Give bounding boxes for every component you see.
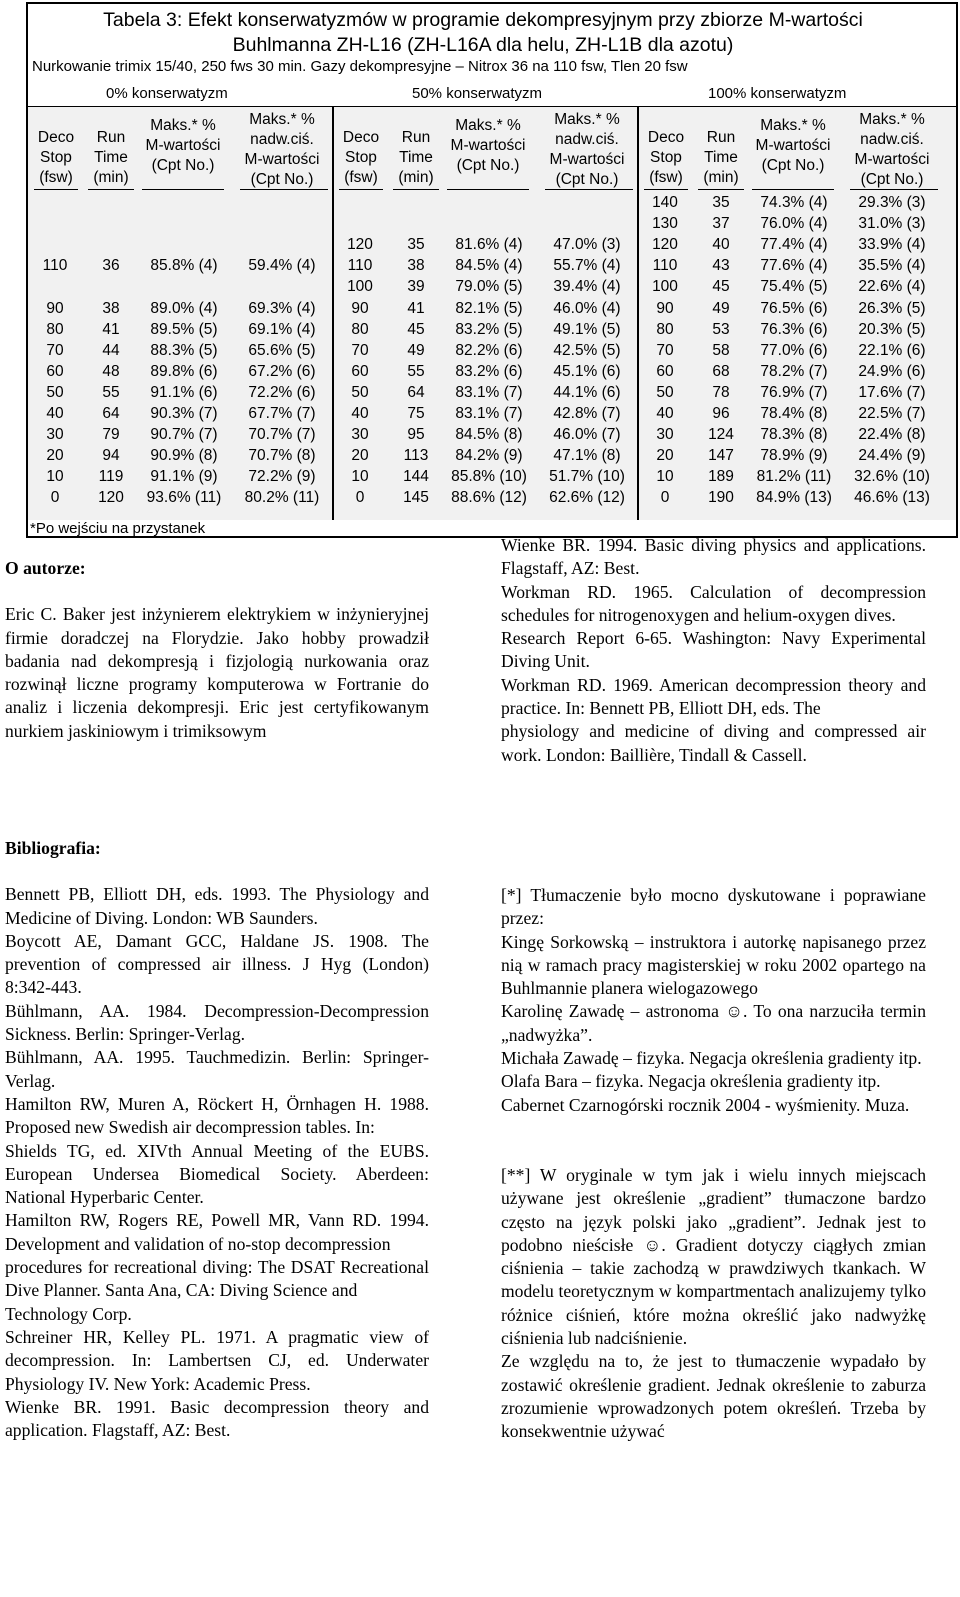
run-time-cell: 96 [712,405,730,422]
deco-stop-cell: 80 [46,320,64,338]
column-header-underline [339,189,383,190]
max-gradient-cell: 44.1% (6) [553,383,621,401]
column-header-line: (Cpt No.) [555,171,619,188]
deco-stop-cell: 20 [656,447,674,465]
table-title [28,8,938,58]
max-gradient-cell: 32.6% (10) [854,468,930,486]
max-gradient-cell: 20.3% (5) [858,320,926,338]
run-time-cell: 55 [102,383,120,401]
run-time-cell: 94 [102,447,120,465]
max-gradient-cell: 26.3% (5) [858,299,926,317]
max-gradient-cell: 47.1% (8) [553,447,621,465]
translator-note-line: Kingę Sorkowską – instruktora i autorkę napisanego przez nią w ramach pracy magisterskiej w roku 2002 opartego na Buhlmannie planera wielogazowego [501,931,926,999]
run-time-cell: 36 [102,257,120,275]
max-gradient-cell: 17.6% (7) [858,383,926,401]
run-time-cell: 44 [102,341,120,359]
max-gradient-cell: 46.6% (13) [854,489,930,507]
column-header-max-g1 [443,116,533,176]
max-m-value-cell: 83.2% (6) [455,362,523,380]
run-time-cell: 49 [407,341,425,359]
run-time-cell: 40 [712,236,730,254]
deco-stop-cell: 110 [652,257,678,275]
header-top-line [28,106,956,107]
run-time-cell: 48 [102,362,120,380]
run-time-cell: 38 [102,299,120,317]
max-m-value-cell: 88.6% (12) [451,489,527,507]
max-gradient-cell: 51.7% (10) [549,468,625,486]
deco-stop-cell: 20 [46,447,64,465]
run-time-cell: 78 [712,383,730,401]
bibliography-entry: Hamilton RW, Muren A, Röckert H, Örnhagen H. 1988. Proposed new Swedish air decompression tables. In: [5,1093,429,1138]
column-header-underline [698,189,744,190]
translator-note-paragraph: [**] W oryginale w tym jak i wielu innych miejscach używane jest określenie „gradient” tłumaczone bardzo często na język polski jako „gradient”. Jednak jest to podobno nieścisłe ☺. Gradient dotyczy ciągłych zmian ciśnienia – takie zachodzą w prawdziwych tkankach. W modelu teoretycznym w kompartmentach analizujemy tylko różnice ciśnień, które można określić jako nadwyżkę ciśnienia lub nadciśnienie. [501,1164,926,1349]
max-gradient-cell: 72.2% (6) [248,383,316,401]
max-gradient-cell: 46.0% (4) [553,299,621,317]
column-header-underline [752,189,834,190]
run-time-cell: 58 [712,341,730,359]
table-row [28,466,956,487]
max-m-value-cell: 83.1% (7) [455,405,523,422]
deco-stop-cell: 60 [656,362,674,380]
column-header-run-g2 [698,128,744,188]
run-time-cell: 64 [407,383,425,401]
max-m-value-cell: 76.0% (4) [760,215,828,233]
column-header-underline [545,189,633,190]
deco-stop-cell: 80 [656,320,674,338]
max-m-value-cell: 79.0% (5) [455,278,523,296]
deco-stop-cell: 30 [351,426,369,444]
table-row [28,213,956,234]
max-m-value-cell: 82.1% (5) [455,299,523,317]
max-gradient-cell: 59.4% (4) [248,257,316,275]
max-gradient-cell: 31.0% (3) [858,215,926,233]
max-gradient-cell: 22.5% (7) [858,405,926,422]
max-m-value-cell: 84.5% (4) [455,257,523,275]
column-header-line: (Cpt No.) [456,157,520,174]
column-header-line: Time [399,149,433,166]
column-header-underline [142,189,224,190]
max-m-value-cell: 75.4% (5) [760,278,828,296]
deco-stop-cell: 60 [46,362,64,380]
max-gradient-cell: 72.2% (9) [248,468,316,486]
column-header-line: M-wartości [244,151,320,168]
bibliography-entry: Shields TG, ed. XIVth Annual Meeting of the EUBS. European Undersea Biomedical Society. Aberdeen: National Hyperbaric Center. [5,1140,429,1208]
max-m-value-cell: 78.2% (7) [760,362,828,380]
table-row [28,445,956,466]
run-time-cell: 41 [407,299,425,317]
deco-stop-cell: 40 [656,405,674,422]
deco-stop-cell: 0 [50,489,60,507]
max-m-value-cell: 91.1% (9) [150,468,218,486]
max-m-value-cell: 81.2% (11) [756,468,832,486]
table-title-line-2: Buhlmanna ZH-L16 (ZH-L16A dla helu, ZH-L1B dla azotu) [232,34,734,56]
column-header-line: nadw.ciś. [860,131,924,148]
table-row [28,319,956,340]
deco-stop-cell: 0 [355,489,365,507]
max-m-value-cell: 84.2% (9) [455,447,523,465]
max-gradient-cell: 39.4% (4) [553,278,621,296]
deco-stop-cell: 40 [46,405,64,422]
column-header-line: Maks.* % [249,111,315,128]
deco-stop-cell: 110 [42,257,68,275]
run-time-cell: 144 [403,468,429,486]
reference-entry: Workman RD. 1969. American decompression theory and practice. In: Bennett PB, Elliott DH, eds. The [501,674,926,719]
run-time-cell: 75 [407,405,425,422]
bibliography-list [5,883,429,1442]
translator-note-line: Cabernet Czarnogórski rocznik 2004 - wyśmienity. Muza. [501,1094,910,1115]
group-header-50: 50% konserwatyzm [412,85,543,102]
max-m-value-cell: 77.0% (6) [760,341,828,359]
table-title-line-1: Tabela 3: Efekt konserwatyzmów w programie dekompresyjnym przy zbiorze M-wartości [103,9,863,31]
bibliography-entry: Bühlmann, AA. 1984. Decompression-Decompression Sickness. Berlin: Springer-Verlag. [5,1000,429,1045]
max-m-value-cell: 76.5% (6) [760,299,828,317]
run-time-cell: 35 [712,194,730,211]
table-row [28,361,956,382]
table-row [28,382,956,403]
run-time-cell: 43 [712,257,730,275]
max-m-value-cell: 89.5% (5) [150,320,218,338]
deco-stop-cell: 120 [652,236,678,254]
run-time-cell: 38 [407,257,425,275]
max-m-value-cell: 83.2% (5) [455,320,523,338]
deco-stop-cell: 10 [351,468,369,486]
column-header-line: (fsw) [649,169,683,186]
max-gradient-cell: 42.5% (5) [553,341,621,359]
max-gradient-cell: 80.2% (11) [244,489,320,507]
max-m-value-cell: 74.3% (4) [760,194,828,211]
bibliography-heading: Bibliografia: [5,838,101,858]
bibliography-entry: Boycott AE, Damant GCC, Haldane JS. 1908. The prevention of compressed air illness. J Hyg (London) 8:342-443. [5,930,429,998]
column-header-max-g2 [748,116,838,176]
table-row [28,298,956,319]
table-row [28,276,956,297]
run-time-cell: 189 [708,468,734,486]
column-header-deco-g2 [644,128,688,188]
deco-stop-cell: 60 [351,362,369,380]
column-header-line: M-wartości [854,151,930,168]
deco-stop-cell: 110 [347,257,373,275]
deco-stop-cell: 120 [347,236,373,254]
table-subtitle: Nurkowanie trimix 15/40, 250 fws 30 min. Gazy dekompresyjne – Nitrox 36 na 110 fsw, Tlen 20 fsw [32,58,688,75]
max-gradient-cell: 35.5% (4) [858,257,926,275]
run-time-cell: 49 [712,299,730,317]
run-time-cell: 145 [403,489,429,507]
decompression-table [26,2,958,538]
deco-stop-cell: 50 [46,383,64,401]
bibliography-entry: Technology Corp. [5,1303,132,1324]
column-header-underline [393,189,439,190]
max-m-value-cell: 91.1% (6) [150,383,218,401]
run-time-cell: 41 [102,320,120,338]
max-gradient-cell: 62.6% (12) [549,489,625,507]
deco-stop-cell: 70 [351,341,369,359]
max-gradient-cell: 55.7% (4) [553,257,621,275]
bibliography-entry: Wienke BR. 1991. Basic decompression theory and application. Flagstaff, AZ: Best. [5,1396,429,1441]
reference-entry: physiology and medicine of diving and compressed air work. London: Baillière, Tindall & Cassell. [501,721,926,765]
max-gradient-cell: 22.1% (6) [858,341,926,359]
column-header-line: Run [706,129,736,146]
max-m-value-cell: 90.9% (8) [150,447,218,465]
column-header-line: Maks.* % [760,117,826,134]
max-m-value-cell: 76.9% (7) [760,383,828,401]
column-header-line: (fsw) [39,169,73,186]
run-time-cell: 35 [407,236,425,254]
column-header-line: M-wartości [755,137,831,154]
column-header-deco-g0 [34,128,78,188]
deco-stop-cell: 100 [652,278,678,296]
author-heading: O autorze: [5,558,86,578]
max-gradient-cell: 45.1% (6) [553,362,621,380]
column-header-line: (Cpt No.) [860,171,924,188]
deco-stop-cell: 140 [652,194,678,211]
translator-note-1 [501,884,926,1117]
group-header-100: 100% konserwatyzm [708,85,847,102]
deco-stop-cell: 80 [351,320,369,338]
max-m-value-cell: 81.6% (4) [455,236,523,254]
translator-notes [501,884,926,1444]
column-header-line: M-wartości [450,137,526,154]
table-row [28,234,956,255]
reference-entry: Wienke BR. 1994. Basic diving physics and applications. Flagstaff, AZ: Best. [501,535,926,579]
deco-stop-cell: 40 [351,405,369,422]
deco-stop-cell: 10 [656,468,674,486]
run-time-cell: 79 [102,426,120,444]
deco-stop-cell: 30 [46,426,64,444]
run-time-cell: 45 [712,278,730,296]
run-time-cell: 64 [102,405,120,422]
run-time-cell: 147 [708,447,734,465]
max-m-value-cell: 76.3% (6) [760,320,828,338]
bibliography-entry: Bühlmann, AA. 1995. Tauchmedizin. Berlin: Springer-Verlag. [5,1047,429,1091]
translator-note-2 [501,1164,926,1444]
max-gradient-cell: 70.7% (7) [248,426,316,444]
reference-entry: Research Report 6-65. Washington: Navy Experimental Diving Unit. [501,628,926,672]
deco-stop-cell: 30 [656,426,674,444]
run-time-cell: 37 [712,215,730,233]
max-m-value-cell: 90.3% (7) [150,405,218,422]
max-m-value-cell: 89.0% (4) [150,299,218,317]
column-header-line: Maks.* % [554,111,620,128]
max-m-value-cell: 77.6% (4) [760,257,828,275]
group-header-row [28,84,956,106]
deco-stop-cell: 90 [351,299,369,317]
column-header-underline [34,189,78,190]
translator-note-line: Karolinę Zawadę – astronoma ☺. To ona narzuciła termin „nadwyżka”. [501,1001,926,1045]
column-header-line: (Cpt No.) [151,157,215,174]
column-header-line: Run [401,129,431,146]
column-header-line: (min) [398,169,434,186]
author-section [5,557,429,743]
column-header-line: M-wartości [145,137,221,154]
run-time-cell: 124 [708,426,734,444]
max-m-value-cell: 88.3% (5) [150,341,218,359]
translator-note-line: Michała Zawadę – fizyka. Negacja określenia gradienty itp. [501,1048,922,1069]
column-header-line: Maks.* % [859,111,925,128]
max-gradient-cell: 47.0% (3) [553,236,621,254]
max-gradient-cell: 69.1% (4) [248,320,316,338]
column-header-line: Stop [345,149,377,166]
run-time-cell: 113 [403,447,429,465]
deco-stop-cell: 10 [46,468,64,486]
column-header-line: (fsw) [344,169,378,186]
max-m-value-cell: 78.4% (8) [760,405,828,422]
references-list [501,534,926,767]
run-time-cell: 53 [712,320,730,338]
column-header-deco-g1 [339,128,383,188]
max-m-value-cell: 78.9% (9) [760,447,828,465]
column-header-underline [850,189,938,190]
table-row [28,487,956,508]
bibliography-entry: procedures for recreational diving: The DSAT Recreational Dive Planner. Santa Ana, CA: Diving Science and [5,1257,429,1301]
deco-stop-cell: 90 [656,299,674,317]
max-m-value-cell: 93.6% (11) [146,489,222,507]
run-time-cell: 68 [712,362,730,380]
max-gradient-cell: 46.0% (7) [553,426,621,444]
column-header-line: (min) [703,169,739,186]
max-gradient-cell: 33.9% (4) [858,236,926,254]
column-header-grad-g2 [844,110,940,190]
max-m-value-cell: 82.2% (6) [455,341,523,359]
column-header-line: Time [94,149,128,166]
column-header-line: nadw.ciś. [250,131,314,148]
deco-stop-cell: 50 [656,383,674,401]
run-time-cell: 45 [407,320,425,338]
max-gradient-cell: 49.1% (5) [553,320,621,338]
max-m-value-cell: 85.8% (4) [150,257,218,275]
bibliography-entry: Bennett PB, Elliott DH, eds. 1993. The Physiology and Medicine of Diving. London: WB Saunders. [5,884,429,928]
max-m-value-cell: 90.7% (7) [150,426,218,444]
deco-stop-cell: 90 [46,299,64,317]
column-header-grad-g0 [234,110,330,190]
deco-stop-cell: 70 [46,341,64,359]
column-header-underline [644,189,688,190]
bibliography-section [5,837,429,1442]
max-m-value-cell: 84.9% (13) [756,489,832,507]
max-gradient-cell: 29.3% (3) [858,194,926,211]
column-header-line: Time [704,149,738,166]
column-header-line: Deco [37,129,75,146]
deco-stop-cell: 50 [351,383,369,401]
column-header-line: nadw.ciś. [555,131,619,148]
run-time-cell: 120 [98,489,124,507]
deco-stop-cell: 0 [660,489,670,507]
deco-stop-cell: 130 [652,215,678,233]
column-header-line: (Cpt No.) [761,157,825,174]
max-gradient-cell: 69.3% (4) [248,299,316,317]
group-header-0: 0% konserwatyzm [106,85,228,102]
column-header-line: (Cpt No.) [250,171,314,188]
author-bio: Eric C. Baker jest inżynierem elektrykiem w inżynieryjnej firmie doradczej na Florydzie. Jako hobby prowadził badania nad dekompresją i fizjologią nurkowania oraz rozwinął liczne programy komputerowa w Fortranie do analiz i liczenia dekompresji. Eric jest certyfikowanym nurkiem jaskiniowym i trimiksowym [5,604,429,741]
translator-note-paragraph: Ze względu na to, że jest to tłumaczenie wypadało by zostawić określenie gradient. Jednak określenie to zaburza zrozumienie wprowadzonych potem określeń. Trzeba by konsekwentnie używać [501,1351,926,1442]
column-header-line: Deco [342,129,380,146]
column-header-line: Run [96,129,126,146]
column-header-line: Maks.* % [150,117,216,134]
run-time-cell: 55 [407,362,425,380]
max-gradient-cell: 42.8% (7) [553,405,621,422]
run-time-cell: 95 [407,426,425,444]
deco-stop-cell: 100 [347,278,373,296]
column-header-line: Maks.* % [455,117,521,134]
column-header-underline [88,189,134,190]
max-m-value-cell: 84.5% (8) [455,426,523,444]
deco-stop-cell: 70 [656,341,674,359]
reference-entry: Workman RD. 1965. Calculation of decompression schedules for nitrogenoxygen and helium-oxygen dives. [501,581,926,625]
max-m-value-cell: 83.1% (7) [455,383,523,401]
translator-note-line: Olafa Bara – fizyka. Negacja określenia gradienty itp. [501,1071,881,1092]
column-header-line: (min) [93,169,129,186]
column-header-line: Stop [40,149,72,166]
max-gradient-cell: 24.9% (6) [858,362,926,380]
run-time-cell: 190 [708,489,734,507]
column-header-run-g0 [88,128,134,188]
column-header-max-g0 [138,116,228,176]
max-gradient-cell: 24.4% (9) [858,447,926,465]
column-header-underline [240,189,328,190]
run-time-cell: 119 [98,468,124,486]
column-header-line: Stop [650,149,682,166]
max-gradient-cell: 67.7% (7) [248,405,316,422]
run-time-cell: 39 [407,278,425,296]
column-header-run-g1 [393,128,439,188]
translator-note-line: [*] Tłumaczenie było mocno dyskutowane i poprawiane przez: [501,885,926,929]
column-header-underline [447,189,529,190]
table-row [28,403,956,424]
max-m-value-cell: 89.8% (6) [150,362,218,380]
table-row [28,340,956,361]
column-header-line: Deco [647,129,685,146]
max-m-value-cell: 85.8% (10) [451,468,527,486]
max-gradient-cell: 65.6% (5) [248,341,316,359]
deco-stop-cell: 20 [351,447,369,465]
max-gradient-cell: 67.2% (6) [248,362,316,380]
bibliography-entry: Schreiner HR, Kelley PL. 1971. A pragmatic view of decompression. In: Lambertsen CJ, ed. Underwater Physiology IV. New York: Academic Press. [5,1326,429,1394]
column-header-line: M-wartości [549,151,625,168]
max-m-value-cell: 77.4% (4) [760,236,828,254]
max-gradient-cell: 70.7% (8) [248,447,316,465]
column-header-grad-g1 [539,110,635,190]
table-row [28,424,956,445]
max-gradient-cell: 22.6% (4) [858,278,926,296]
max-gradient-cell: 22.4% (8) [858,426,926,444]
table-row [28,255,956,276]
table-footnote: *Po wejściu na przystanek [30,520,206,537]
table-row [28,192,956,213]
bibliography-entry: Hamilton RW, Rogers RE, Powell MR, Vann RD. 1994. Development and validation of no-stop decompression [5,1210,429,1254]
max-m-value-cell: 78.3% (8) [760,426,828,444]
references-continued [501,534,926,767]
